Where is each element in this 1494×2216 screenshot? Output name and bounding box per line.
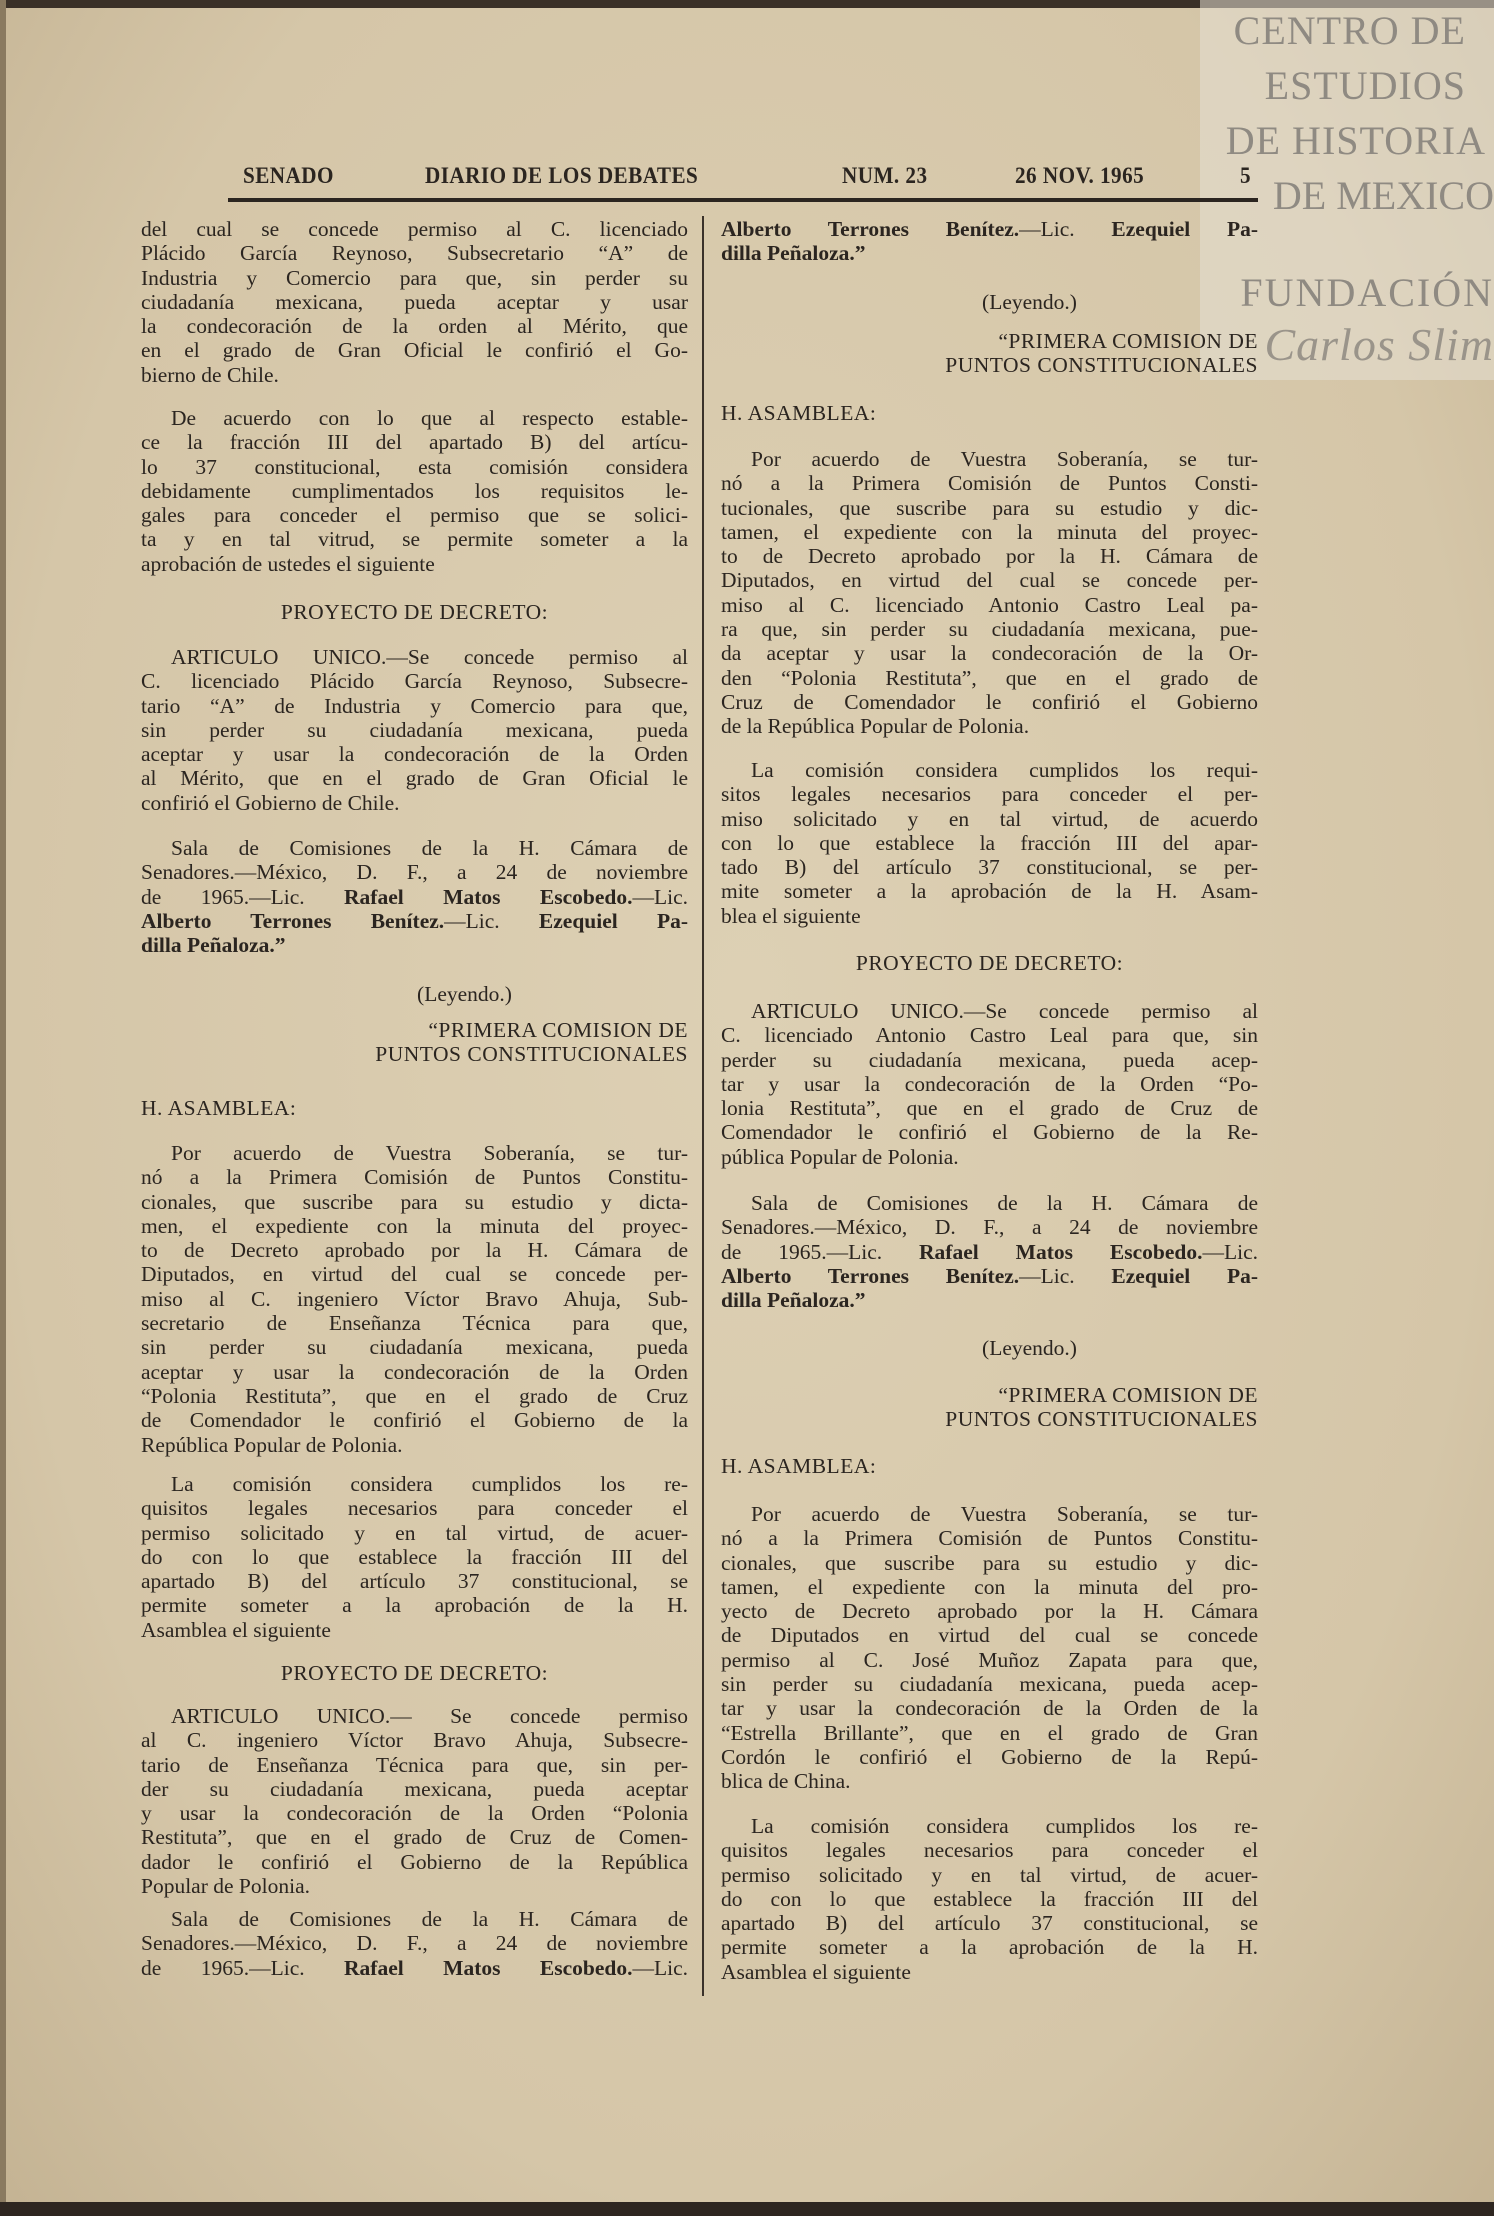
text-line: lonia Restituta”, que en el grado de Cruz de xyxy=(721,1096,1258,1121)
text-line: der su ciudadanía mexicana, pueda aceptar xyxy=(141,1776,688,1801)
header-date: 26 NOV. 1965 xyxy=(1015,163,1145,188)
text-line: tucionales, que suscribe para su estudio y dic- xyxy=(721,495,1258,520)
text-line: tario “A” de Industria y Comercio para que, xyxy=(141,693,688,718)
signatory-name: Ezequiel Pa- xyxy=(1111,1263,1258,1288)
paragraph xyxy=(721,447,1258,739)
text-line: Plácido García Reynoso, Subsecretario “A” de xyxy=(141,241,688,266)
text-line: Restituta”, que en el grado de Cruz de Comen- xyxy=(141,1825,688,1850)
text-line: tamen, el expediente con la minuta del pro- xyxy=(721,1574,1258,1599)
text-line: bierno de Chile. xyxy=(141,362,279,387)
text-line: quisitos legales necesarios para conceder el xyxy=(141,1496,688,1521)
text-line: Senadores.—México, D. F., a 24 de noviembre xyxy=(141,1931,688,1956)
text-line: permite someter a la aprobación de la H. xyxy=(141,1593,688,1618)
text-line xyxy=(141,1956,688,1980)
text-line: mite someter a la aprobación de la H. Asam- xyxy=(721,879,1258,904)
text-line: de Diputados en virtud del cual se concede xyxy=(721,1623,1258,1648)
text-line: ce la fracción III del apartado B) del artícu- xyxy=(141,430,688,455)
text-line: quisitos legales necesarios para conceder el xyxy=(721,1838,1258,1863)
text-line: do con lo que establece la fracción III del xyxy=(141,1544,688,1569)
text-line: ARTICULO UNICO.— Se concede permiso xyxy=(171,1704,688,1728)
text-line: Comendador le confirió el Gobierno de la Re- xyxy=(721,1120,1258,1145)
commission-title-line: “PRIMERA COMISION DE xyxy=(998,1383,1258,1407)
text-line: aprobación de ustedes el siguiente xyxy=(141,551,435,576)
text-line: al Mérito, que en el grado de Gran Oficial le xyxy=(141,766,688,791)
signatory-name: dilla Peñaloza.” xyxy=(721,241,866,266)
commission-title xyxy=(141,1018,688,1067)
watermark-line: DE HISTORIA xyxy=(1225,118,1486,163)
signatory-name: Ezequiel Pa- xyxy=(1111,217,1258,241)
text-line: perder su ciudadanía mexicana, pueda acep- xyxy=(721,1047,1258,1072)
text-line: con lo que establece la fracción III del apar- xyxy=(721,830,1258,855)
signatory-name: Alberto Terrones Benítez. xyxy=(141,908,445,933)
text-line: de la República Popular de Polonia. xyxy=(721,714,1030,739)
text-line xyxy=(721,1288,1258,1312)
watermark-line: DE MEXICO xyxy=(1272,173,1494,218)
watermark-signature: Carlos Slim xyxy=(1264,319,1494,370)
text-line: blea el siguiente xyxy=(721,903,861,928)
text-line: to de Decreto aprobado por la H. Cámara de xyxy=(141,1238,688,1263)
watermark-line: ESTUDIOS xyxy=(1264,63,1466,108)
text-line: permiso solicitado y en tal virtud, de acuer- xyxy=(141,1520,688,1545)
signatory-name: Ezequiel Pa- xyxy=(538,908,688,933)
text-line: tamen, el expediente con la minuta del proyec- xyxy=(721,519,1258,544)
text-line: La comisión considera cumplidos los re- xyxy=(751,1814,1258,1838)
text-line: sin perder su ciudadanía mexicana, pueda acep- xyxy=(721,1672,1258,1697)
paragraph xyxy=(141,406,688,576)
text-line: tario de Enseñanza Técnica para que, sin per- xyxy=(141,1752,688,1777)
text-line: Asamblea el siguiente xyxy=(141,1617,331,1642)
text-line: permiso solicitado y en tal virtud, de acuer- xyxy=(721,1862,1258,1887)
text-line: Por acuerdo de Vuestra Soberanía, se tur- xyxy=(751,447,1258,471)
text-segment: —Lic. xyxy=(444,908,539,933)
text-line: pública Popular de Polonia. xyxy=(721,1144,959,1169)
header-page-number: 5 xyxy=(1240,163,1252,188)
text-line: lo 37 constitucional, esta comisión considera xyxy=(141,454,688,479)
text-line: secretario de Enseñanza Técnica para que, xyxy=(141,1311,688,1336)
signature-paragraph xyxy=(721,217,1258,266)
signature-paragraph xyxy=(721,1191,1258,1312)
header-rule xyxy=(228,198,1258,202)
text-line: debidamente cumplimentados los requisitos le- xyxy=(141,478,688,503)
text-line: Sala de Comisiones de la H. Cámara de xyxy=(171,1907,688,1931)
signatory-name: Rafael Matos Escobedo. xyxy=(344,1955,633,1980)
text-line: C. licenciado Plácido García Reynoso, Subsecre- xyxy=(141,669,688,694)
text-line: confirió el Gobierno de Chile. xyxy=(141,790,400,815)
text-line xyxy=(141,933,688,957)
text-line: República Popular de Polonia. xyxy=(141,1432,403,1457)
page-edge-bottom xyxy=(0,2202,1494,2216)
text-segment: de 1965.—Lic. xyxy=(141,884,345,909)
text-line: Diputados, en virtud del cual se concede per- xyxy=(721,568,1258,593)
section-heading: PROYECTO DE DECRETO: xyxy=(280,600,549,624)
text-line: nó a la Primera Comisión de Puntos Constitu- xyxy=(721,1526,1258,1551)
salutation: H. ASAMBLEA: xyxy=(141,1096,297,1120)
reading-note: (Leyendo.) xyxy=(982,1336,1077,1360)
text-line: permite someter a la aprobación de la H. xyxy=(721,1935,1258,1960)
text-line: Diputados, en virtud del cual se concede per- xyxy=(141,1262,688,1287)
text-line: Por acuerdo de Vuestra Soberanía, se tur- xyxy=(171,1141,688,1165)
section-heading: PROYECTO DE DECRETO: xyxy=(855,951,1124,975)
signature-paragraph xyxy=(141,836,688,957)
text-segment: —Lic. xyxy=(1019,217,1112,241)
text-line: Asamblea el siguiente xyxy=(721,1959,911,1984)
text-line xyxy=(141,909,688,933)
header-publication: DIARIO DE LOS DEBATES xyxy=(425,163,699,188)
text-line: y usar la condecoración de la Orden “Polonia xyxy=(141,1801,688,1826)
text-line: “Estrella Brillante”, que en el grado de Gran xyxy=(721,1720,1258,1745)
text-line: tar y usar la condecoración de la Orden de la xyxy=(721,1696,1258,1721)
text-line: “Polonia Restituta”, que en el grado de Cruz xyxy=(141,1383,688,1408)
text-line: ta y en tal vitrud, se permite someter a la xyxy=(141,527,688,552)
text-line: apartado B) del artículo 37 constitucional, se xyxy=(141,1569,688,1594)
text-line: aceptar y usar la condecoración de la Orden xyxy=(141,1359,688,1384)
text-line: sitos legales necesarios para conceder el per- xyxy=(721,782,1258,807)
text-line: cionales, que suscribe para su estudio y dic- xyxy=(721,1550,1258,1575)
text-line: men, el expediente con la minuta del proyec- xyxy=(141,1213,688,1238)
commission-title-line: PUNTOS CONSTITUCIONALES xyxy=(375,1042,688,1067)
text-line: Industria y Comercio para que, sin perder su xyxy=(141,265,688,290)
text-line: en el grado de Gran Oficial le confirió el Go- xyxy=(141,338,688,363)
text-line: Sala de Comisiones de la H. Cámara de xyxy=(751,1191,1258,1215)
text-segment: de 1965.—Lic. xyxy=(721,1239,920,1264)
text-line: de Comendador le confirió el Gobierno de la xyxy=(141,1408,688,1433)
text-line: tar y usar la condecoración de la Orden “Po- xyxy=(721,1071,1258,1096)
header-section: SENADO xyxy=(243,163,334,188)
text-line: De acuerdo con lo que al respecto estable- xyxy=(171,406,688,430)
text-line: ARTICULO UNICO.—Se concede permiso al xyxy=(171,645,688,669)
text-line: Senadores.—México, D. F., a 24 de noviembre xyxy=(721,1215,1258,1240)
text-line: ARTICULO UNICO.—Se concede permiso al xyxy=(751,999,1258,1023)
text-line: yecto de Decreto aprobado por la H. Cámara xyxy=(721,1599,1258,1624)
commission-title-line: PUNTOS CONSTITUCIONALES xyxy=(945,1407,1258,1432)
text-line: sin perder su ciudadanía mexicana, pueda xyxy=(141,1335,688,1360)
text-line: nó a la Primera Comisión de Puntos Consti- xyxy=(721,471,1258,496)
text-line: Cruz de Comendador le confirió el Gobierno xyxy=(721,689,1258,714)
salutation: H. ASAMBLEA: xyxy=(721,401,877,425)
text-line: Por acuerdo de Vuestra Soberanía, se tur- xyxy=(751,1502,1258,1526)
text-line xyxy=(721,241,1258,265)
text-line: ra que, sin perder su ciudadanía mexicana, pue- xyxy=(721,617,1258,642)
text-line: miso al C. licenciado Antonio Castro Leal pa- xyxy=(721,592,1258,617)
text-line: miso al C. ingeniero Víctor Bravo Ahuja, Sub- xyxy=(141,1286,688,1311)
paragraph xyxy=(721,1814,1258,1984)
paragraph xyxy=(721,999,1258,1169)
text-line: nó a la Primera Comisión de Puntos Constitu- xyxy=(141,1165,688,1190)
column-divider xyxy=(702,216,704,1996)
commission-title-line: “PRIMERA COMISION DE xyxy=(428,1018,688,1042)
text-line: La comisión considera cumplidos los re- xyxy=(171,1472,688,1496)
header-number: NUM. 23 xyxy=(842,163,928,188)
reading-note: (Leyendo.) xyxy=(982,290,1077,314)
text-line xyxy=(141,885,688,909)
text-line: blica de China. xyxy=(721,1769,851,1794)
text-segment: —Lic. xyxy=(632,884,688,909)
text-line: al C. ingeniero Víctor Bravo Ahuja, Subsecre- xyxy=(141,1728,688,1753)
text-line: Senadores.—México, D. F., a 24 de noviembre xyxy=(141,860,688,885)
text-line: den “Polonia Restituta”, que en el grado de xyxy=(721,665,1258,690)
text-line: aceptar y usar la condecoración de la Orden xyxy=(141,742,688,767)
text-line xyxy=(721,1240,1258,1264)
signatory-name: Alberto Terrones Benítez. xyxy=(721,1263,1020,1288)
text-segment: —Lic. xyxy=(632,1955,688,1980)
commission-title xyxy=(721,1383,1258,1432)
text-line: cionales, que suscribe para su estudio y dicta- xyxy=(141,1189,688,1214)
text-line: C. licenciado Antonio Castro Leal para que, sin xyxy=(721,1023,1258,1048)
text-segment: de 1965.—Lic. xyxy=(141,1955,345,1980)
text-line: la condecoración de la orden al Mérito, que xyxy=(141,314,688,339)
text-line: Sala de Comisiones de la H. Cámara de xyxy=(171,836,688,860)
text-line: tado B) del artículo 37 constitucional, se per- xyxy=(721,855,1258,880)
signatory-name: dilla Peñaloza.” xyxy=(141,933,286,958)
signatory-name: Rafael Matos Escobedo. xyxy=(919,1239,1203,1264)
text-line: do con lo que establece la fracción III del xyxy=(721,1886,1258,1911)
text-line: gales para conceder el permiso que se solici- xyxy=(141,503,688,528)
paragraph xyxy=(141,1472,688,1642)
reading-note: (Leyendo.) xyxy=(417,982,512,1006)
text-line xyxy=(721,1264,1258,1288)
paragraph xyxy=(721,758,1258,928)
paragraph xyxy=(141,1141,688,1457)
text-line: to de Decreto aprobado por la H. Cámara de xyxy=(721,544,1258,569)
text-line: da aceptar y usar la condecoración de la Or- xyxy=(721,641,1258,666)
page-edge-left xyxy=(0,0,6,2216)
text-line: La comisión considera cumplidos los requi- xyxy=(751,758,1258,782)
paragraph xyxy=(141,217,688,387)
text-line: Popular de Polonia. xyxy=(141,1874,310,1899)
text-line: dador le confirió el Gobierno de la República xyxy=(141,1849,688,1874)
text-line: Cordón le confirió el Gobierno de la Repú- xyxy=(721,1744,1258,1769)
signatory-name: Alberto Terrones Benítez. xyxy=(721,217,1020,241)
signatory-name: Rafael Matos Escobedo. xyxy=(344,884,633,909)
text-line xyxy=(721,217,1258,241)
signatory-name: dilla Peñaloza.” xyxy=(721,1288,866,1313)
text-line: sin perder su ciudadanía mexicana, pueda xyxy=(141,717,688,742)
commission-title-line: “PRIMERA COMISION DE xyxy=(998,329,1258,353)
text-line: del cual se concede permiso al C. licenciado xyxy=(141,217,688,241)
text-line: apartado B) del artículo 37 constitucional, se xyxy=(721,1911,1258,1936)
section-heading: PROYECTO DE DECRETO: xyxy=(280,1661,549,1685)
commission-title xyxy=(721,329,1258,378)
text-line: ciudadanía mexicana, pueda aceptar y usar xyxy=(141,289,688,314)
commission-title-line: PUNTOS CONSTITUCIONALES xyxy=(945,353,1258,378)
watermark-line: FUNDACIÓN xyxy=(1240,270,1494,315)
signature-paragraph xyxy=(141,1907,688,1980)
text-line: permiso al C. José Muñoz Zapata para que, xyxy=(721,1647,1258,1672)
paragraph xyxy=(141,1704,688,1898)
watermark-line: CENTRO DE xyxy=(1233,8,1466,53)
text-segment: —Lic. xyxy=(1019,1263,1112,1288)
paragraph xyxy=(141,645,688,815)
text-segment: —Lic. xyxy=(1202,1239,1258,1264)
paragraph xyxy=(721,1502,1258,1794)
salutation: H. ASAMBLEA: xyxy=(721,1454,877,1478)
text-line: miso solicitado y en tal virtud, de acuerdo xyxy=(721,806,1258,831)
